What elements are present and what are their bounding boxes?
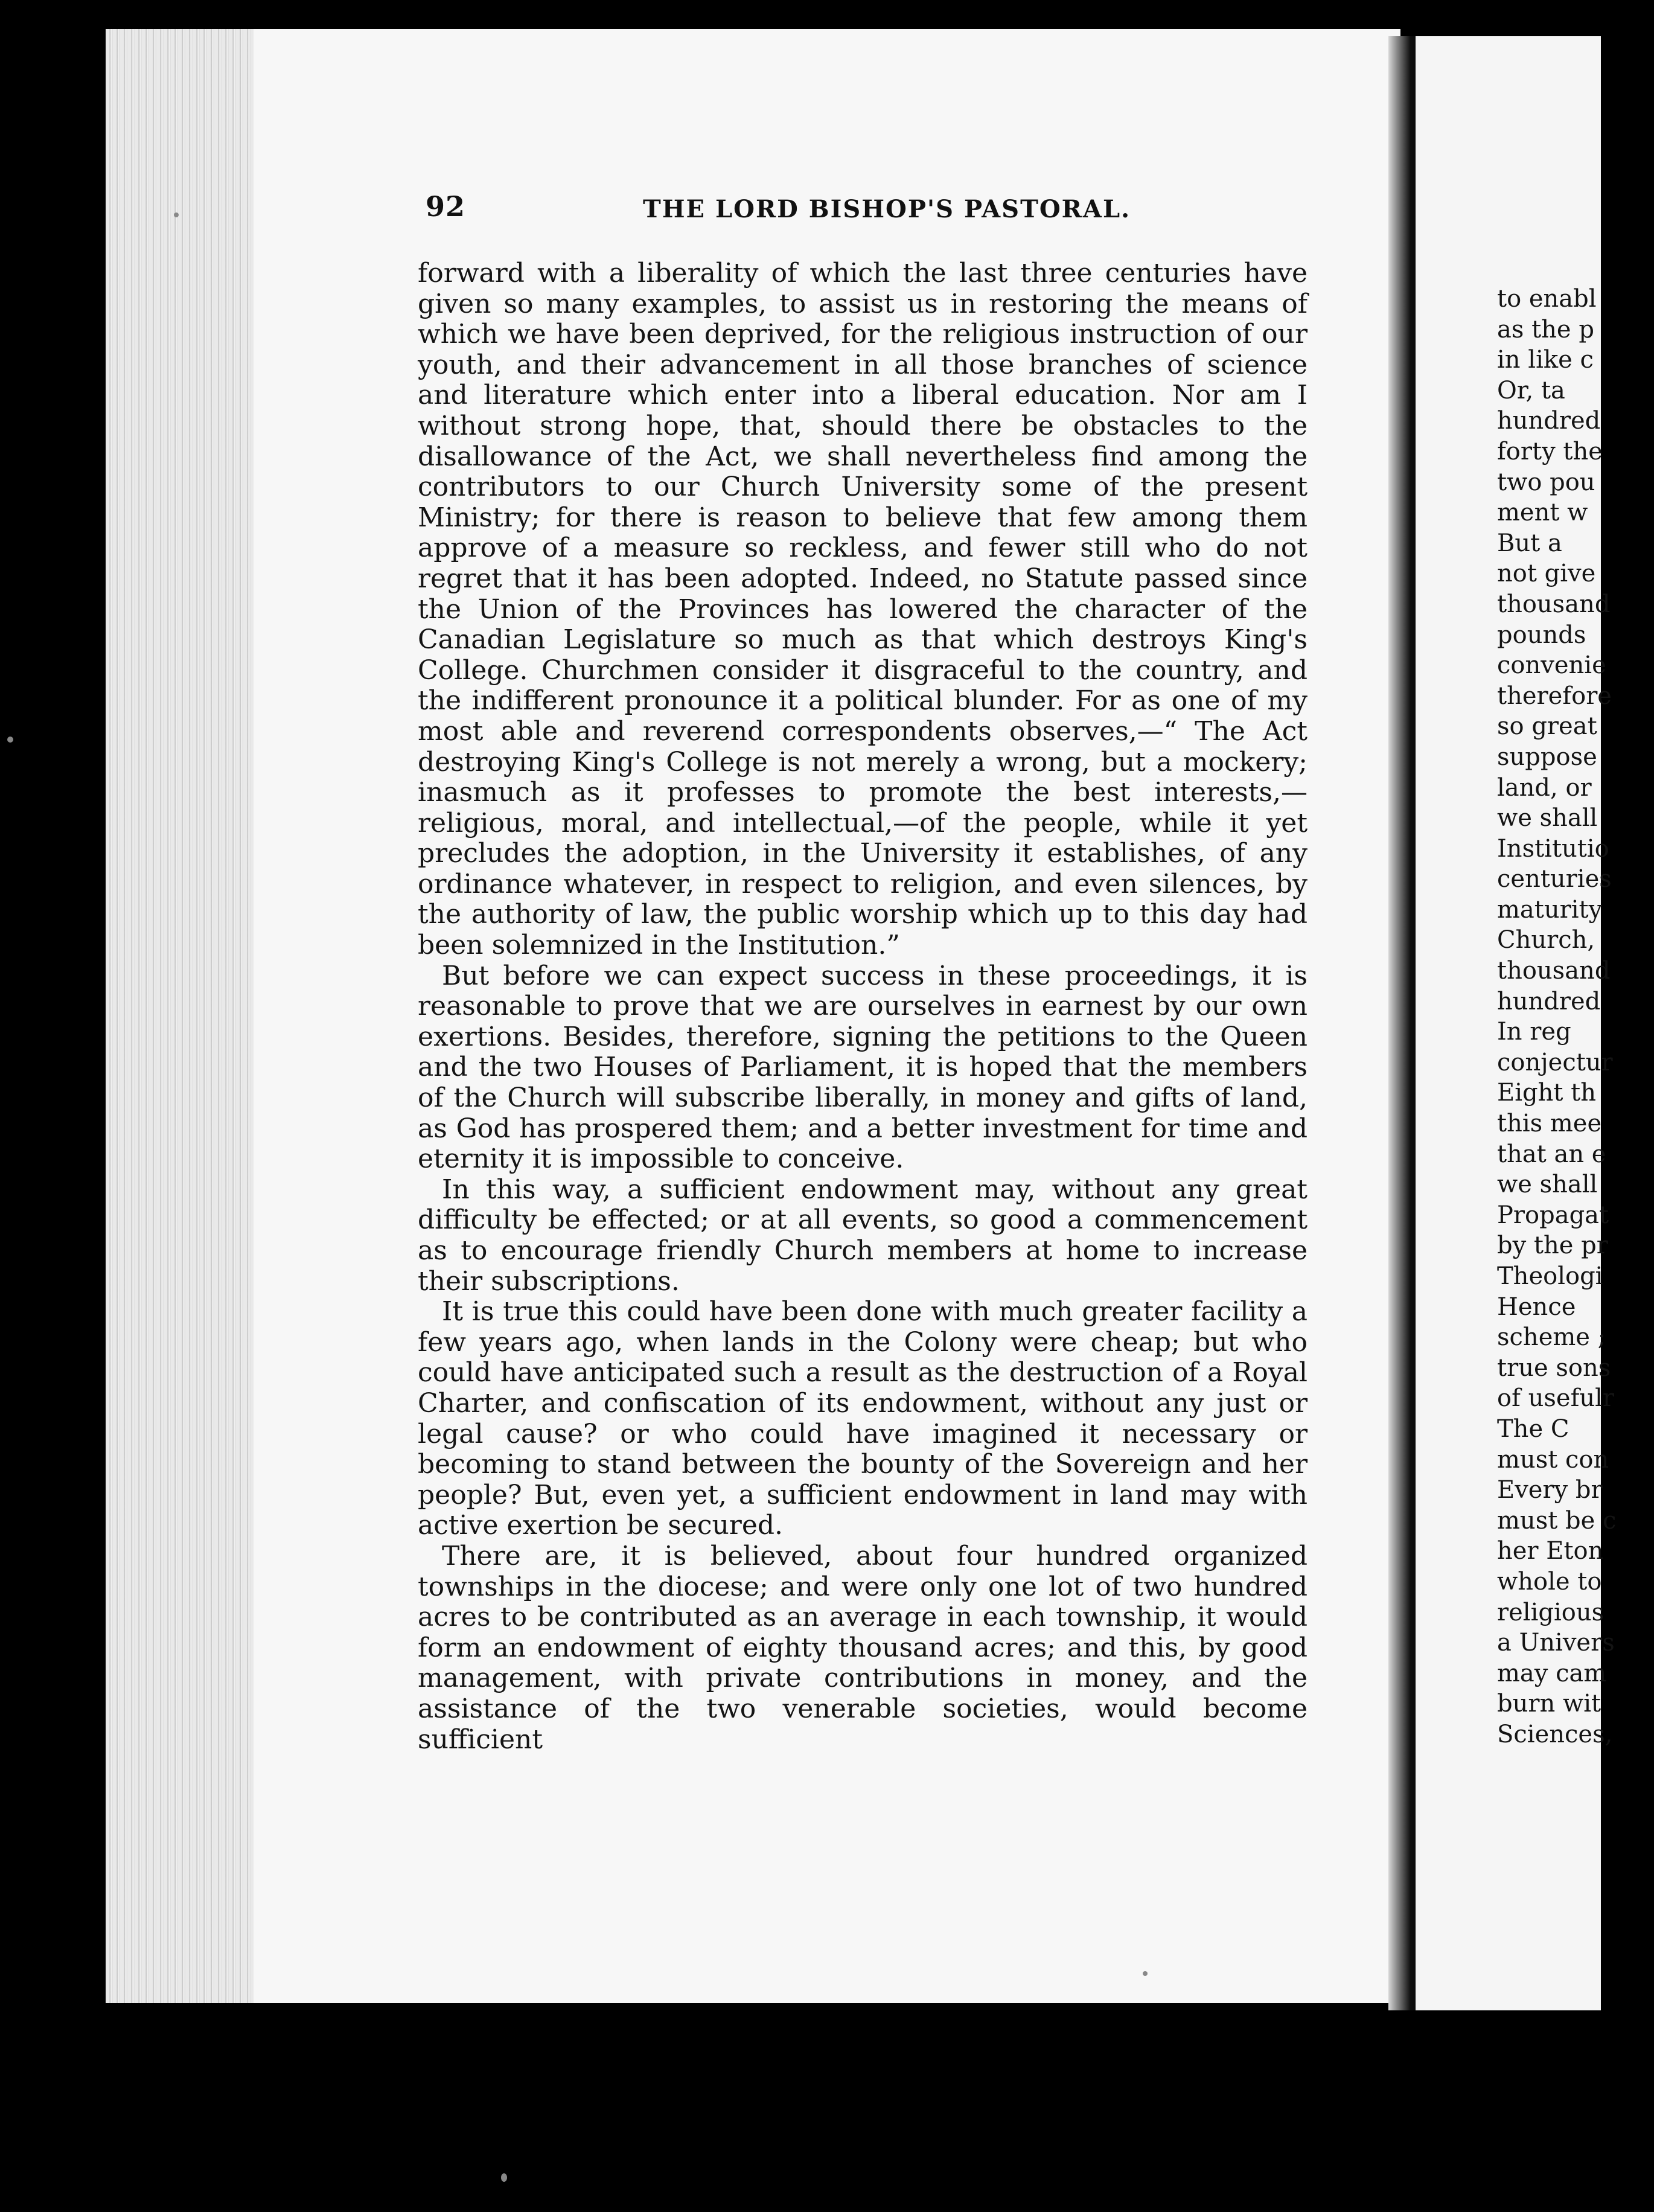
dust-speck [7, 737, 13, 743]
right-page-line: scheme ; [1497, 1323, 1606, 1352]
right-page-line: Institutio [1497, 834, 1609, 863]
right-page-line: hundred [1497, 987, 1601, 1015]
right-page-line: must con [1497, 1445, 1609, 1474]
right-page-line: ment w [1497, 499, 1588, 527]
right-page-line: in like c [1497, 346, 1594, 374]
paragraph: But before we can expect success in these proceedings, it is reasonable to prove that we are ourselves in earnest by our own exertions. Besides, therefore, signing the petitions to the Queen and the two Houses of Parliament, it is hoped that the members of the Church will subscribe liberally, in money and gifts of land, as God has prospered them; and a better investment for time and eternity it is impossible to conceive. [418, 960, 1308, 1175]
right-page-line: In reg [1497, 1018, 1571, 1046]
right-page-line: suppose [1497, 743, 1597, 771]
right-page-line: true sons [1497, 1354, 1611, 1382]
right-page-line: land, or [1497, 773, 1592, 802]
right-page-line: The C [1497, 1414, 1569, 1443]
running-title: THE LORD BISHOP'S PASTORAL. [643, 195, 1131, 223]
right-page-line: two pou [1497, 468, 1595, 496]
right-page-line: thousand [1497, 590, 1611, 618]
right-page-line: Or, ta [1497, 376, 1565, 404]
paragraph: forward with a liberality of which the last three centuries have given so many examples, to assist us in restoring the means of which we have been deprived, for the religious instruction of our youth, and their advancement in all those branches of science and literature which enter into a liberal education. Nor am I without strong hope, that, should there be obstacles to the disallowance of the Act, we shall nevertheless find among the contributors to our Church University some of the present Ministry; for there is reason to believe that few among them approve of a measure so reckless, and fewer still who do not regret that it has been adopted. Indeed, no Statute passed since the Union of the Provinces has lowered the character of the Canadian Legislature so much as that which destroys King's College. Churchmen consider it disgraceful to the country, and the indifferent pronounce it a political blunder. For as one of my most able and reverend correspondents observes,—“ The Act destroying King's College is not merely a wrong, but a mockery; inasmuch as it professes to promote the best interests,—religious, moral, and intellectual,—of the people, while it yet precludes the adoption, in the University it establishes, of any ordinance whatever, in respect to religion, and even silences, by the authority of law, the public worship which up to this day had been solemnized in the Institution.” [418, 258, 1308, 961]
right-page-line: whole to [1497, 1567, 1602, 1596]
right-page-line: hundred [1497, 407, 1601, 435]
page-edges [106, 29, 263, 2003]
right-page-line: But a [1497, 529, 1562, 557]
right-page-line: burn wit [1497, 1690, 1601, 1718]
right-page-text-fragments [1497, 284, 1654, 1750]
right-page-line: forty the [1497, 437, 1603, 465]
right-page-line: by the pr [1497, 1232, 1608, 1260]
right-page-line: Church, [1497, 926, 1595, 954]
right-page-line: to enabl [1497, 285, 1597, 313]
right-page-line: Theologi [1497, 1262, 1603, 1290]
right-page-line: centuries [1497, 865, 1612, 893]
right-page-line: a Univers [1497, 1629, 1615, 1657]
page-number: 92 [426, 190, 466, 223]
right-page-line: Hence [1497, 1293, 1576, 1321]
right-page-line: as the p [1497, 315, 1594, 344]
right-page-line: may cam [1497, 1659, 1607, 1687]
right-page-line: of usefulr [1497, 1384, 1615, 1413]
right-page-line: her Eton [1497, 1537, 1604, 1565]
dust-speck [501, 2173, 507, 2182]
paragraph: In this way, a sufficient endowment may, without any great difficulty be effected; or at all events, so good a commencement as to encourage friendly Church members at home to increase their subscriptions. [418, 1174, 1308, 1297]
paragraph: There are, it is believed, about four hundred organized townships in the diocese; and were only one lot of two hundred acres to be contributed as an average in each township, it would form an endowment of eighty thousand acres; and this, by good management, with private contributions in money, and the assistance of the two venerable societies, would become sufficient [418, 1540, 1308, 1755]
right-page-line: Eight th [1497, 1079, 1596, 1107]
right-page-line: we shall [1497, 804, 1598, 833]
right-page-line: Propagat [1497, 1201, 1609, 1229]
right-page-line: maturity [1497, 895, 1603, 924]
body-text [418, 258, 1308, 1755]
paragraph: It is true this could have been done with much greater facility a few years ago, when lands in the Colony were cheap; but who could have anticipated such a result as the destruction of a Royal Charter, and confiscation of its endowment, without any just or legal cause? or who could have imagined it necessary or becoming to stand between the bounty of the Sovereign and her people? But, even yet, a sufficient endowment in land may with active exertion be secured. [418, 1296, 1308, 1541]
right-page-line: we shall [1497, 1171, 1598, 1199]
right-page-line: thousand [1497, 957, 1611, 985]
right-page-line: convenie [1497, 651, 1606, 680]
right-page-line: Sciences, [1497, 1720, 1613, 1748]
right-page-line: not give [1497, 560, 1596, 588]
right-page-line: this mee [1497, 1110, 1602, 1138]
right-page-line: Every br [1497, 1476, 1603, 1504]
right-page-line: pounds [1497, 621, 1586, 649]
right-page-line: therefore [1497, 682, 1612, 710]
dust-speck [1143, 1971, 1148, 1976]
dust-speck [174, 213, 179, 217]
right-page-line: must be c [1497, 1506, 1617, 1535]
page-header [426, 190, 1131, 226]
right-page-line: conjectur [1497, 1048, 1613, 1076]
right-page-line: that an e [1497, 1140, 1606, 1168]
right-page-line: religious [1497, 1598, 1605, 1626]
right-page-line: so great [1497, 712, 1597, 741]
